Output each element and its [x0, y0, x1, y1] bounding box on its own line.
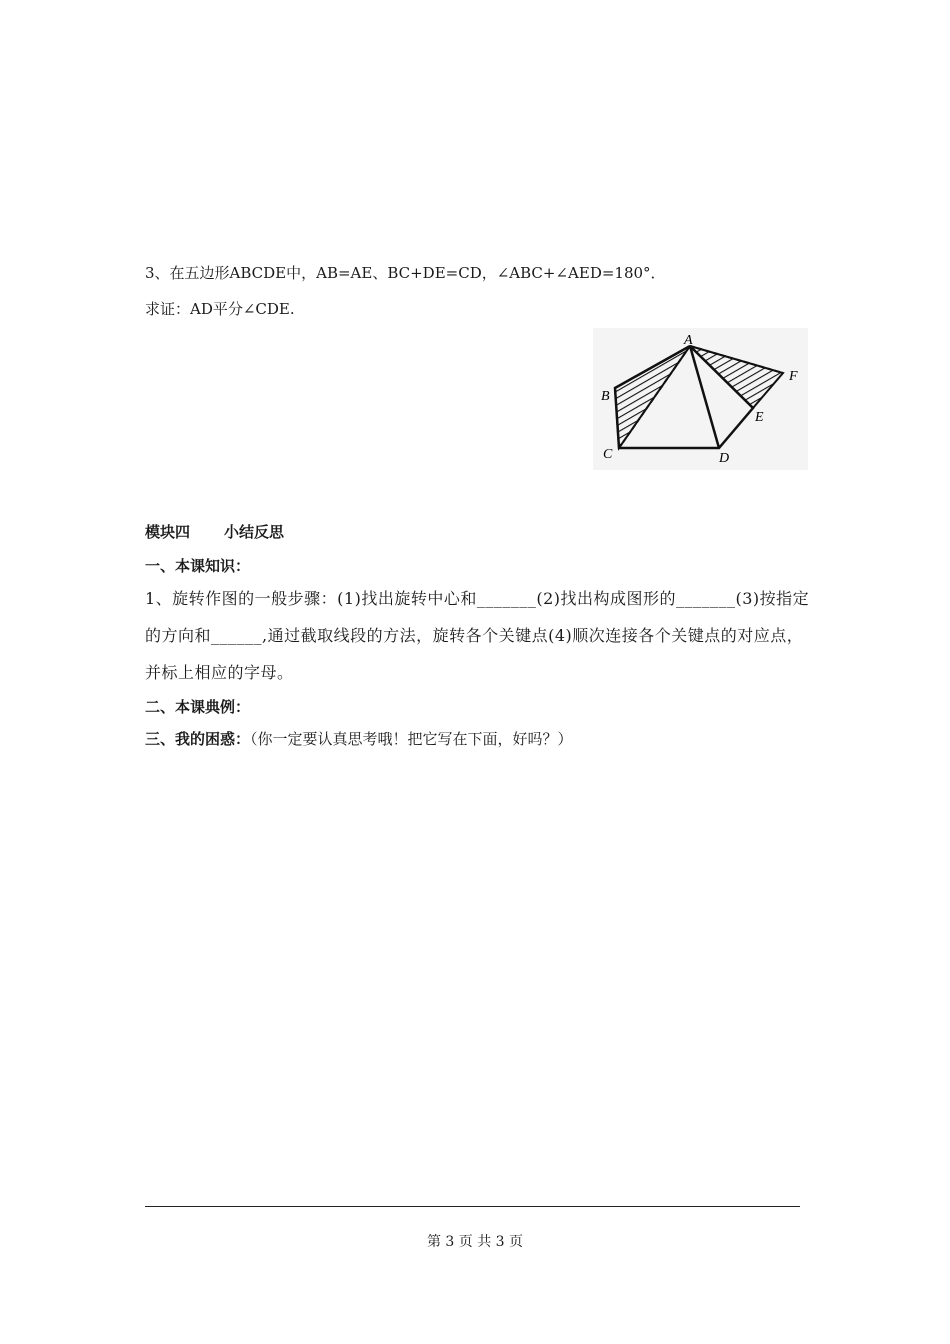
examples-heading: 二、本课典例：: [145, 698, 251, 716]
knowledge-line-1: 1、旋转作图的一般步骤：(1)找出旋转中心和_______(2)找出构成图形的_______(3)按指定: [145, 589, 810, 608]
problem-statement: 3、在五边形ABCDE中，AB=AE、BC+DE=CD，∠ABC+∠AED=180°．: [145, 264, 666, 282]
confusion-heading: 三、我的困惑：: [145, 730, 251, 748]
label-f: F: [789, 369, 798, 384]
module-subtitle: 小结反思: [224, 523, 285, 541]
pentagon-figure: [593, 328, 808, 470]
label-d: D: [719, 451, 730, 466]
label-b: B: [601, 389, 610, 404]
confusion-line: [145, 728, 573, 749]
module-heading: [145, 521, 284, 542]
footer-divider: [145, 1206, 800, 1207]
confusion-note: （你一定要认真思考哦！把它写在下面，好吗？）: [250, 730, 573, 748]
page-number: 第 3 页 共 3 页: [426, 1234, 524, 1250]
module-title: 模块四: [145, 523, 191, 541]
label-a: A: [684, 333, 693, 348]
label-e: E: [755, 410, 764, 425]
label-c: C: [603, 447, 613, 462]
knowledge-line-3: 并标上相应的字母。: [145, 663, 294, 682]
problem-prove: 求证：AD平分∠CDE.: [145, 300, 295, 318]
knowledge-heading: 一、本课知识：: [145, 557, 251, 575]
knowledge-line-2: 的方向和______,通过截取线段的方法，旋转各个关键点(4)顺次连接各个关键点的对应点，: [145, 626, 804, 645]
